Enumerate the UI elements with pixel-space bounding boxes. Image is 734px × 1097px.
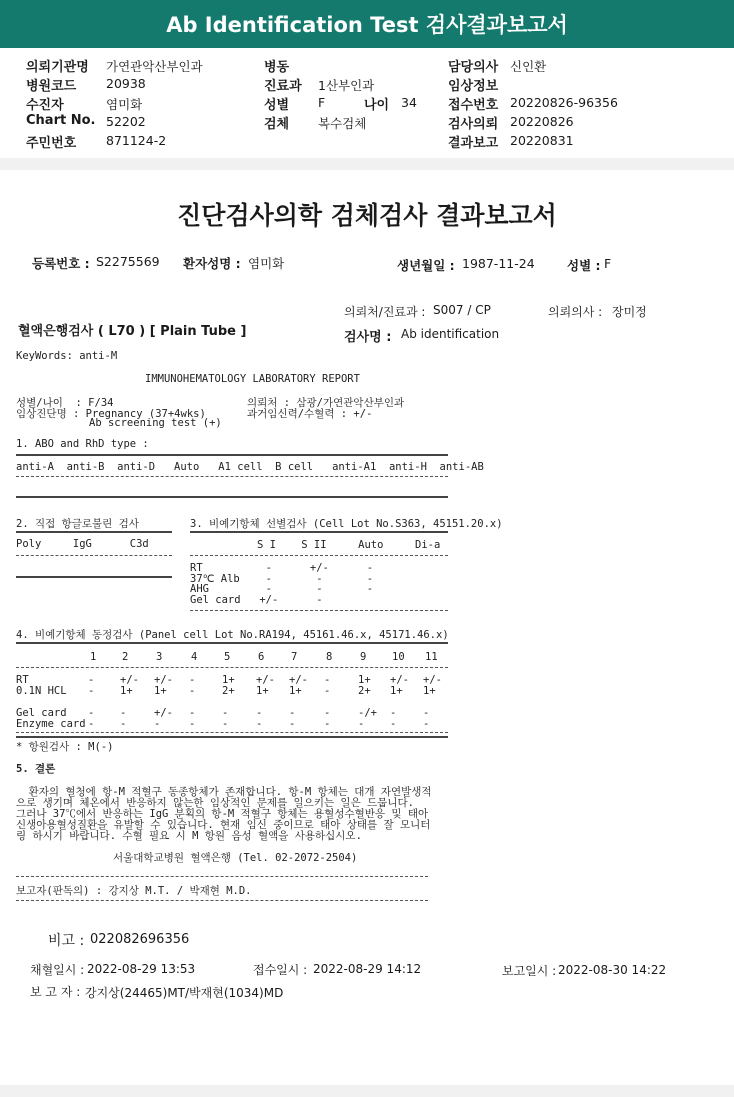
abo-section-title: 1. ABO and RhD type : — [16, 438, 149, 450]
panel-cell: - — [222, 718, 229, 730]
reported-label: 보고일시 : — [502, 964, 557, 978]
screening-line: Ab screening test (+) — [89, 417, 222, 429]
header-field-value: 20220826-96356 — [510, 95, 618, 110]
divider — [16, 876, 428, 877]
screening-row-values: - +/- - — [253, 562, 374, 574]
patient-name-label: 환자성명 : — [183, 256, 241, 271]
header-field-value: 20938 — [106, 76, 146, 91]
panel-cell: - — [289, 707, 296, 719]
screening-row-values: - - - — [253, 583, 374, 595]
panel-cell: - — [390, 707, 397, 719]
header-field-label: 수진자 — [26, 98, 64, 113]
screening-section-title: 3. 비예기항체 선별검사 (Cell Lot No.S363, 45151.20.x) — [190, 518, 503, 530]
panel-cell: - — [88, 685, 95, 697]
header-field-label: 성별 — [264, 98, 290, 113]
divider — [16, 900, 428, 901]
header-field-label: 담당의사 — [448, 60, 499, 75]
keywords: KeyWords: anti-M — [16, 350, 118, 362]
divider — [190, 531, 448, 533]
panel-cell: - — [324, 685, 331, 697]
test-name: 혈액은행검사 ( L70 ) [ Plain Tube ] — [18, 324, 247, 339]
header-field-value: 염미화 — [106, 97, 143, 112]
header-field-value: 신인환 — [510, 59, 547, 74]
registration-value: S2275569 — [96, 254, 160, 269]
request-info-header — [0, 48, 734, 158]
header-field-value: 가연관악산부인과 — [106, 59, 203, 74]
panel-column-header: 3 — [156, 651, 163, 663]
panel-row-label: 0.1N HCL — [16, 685, 67, 697]
panel-cell: 1+ — [120, 685, 133, 697]
referrer-value: S007 / CP — [433, 303, 491, 317]
panel-cell: - — [189, 718, 196, 730]
referrer-line: 의뢰처 : 삼광/가연관악산부인과 — [247, 397, 405, 409]
panel-column-header: 9 — [360, 651, 367, 663]
age-label: 나이 — [364, 98, 390, 113]
panel-cell: - — [88, 718, 95, 730]
panel-cell: 1+ — [289, 685, 302, 697]
header-field-value: 52202 — [106, 114, 146, 129]
antigen-line: * 항원검사 : M(-) — [16, 741, 114, 753]
panel-cell: 1+ — [423, 685, 436, 697]
sex-value: F — [604, 256, 612, 271]
screening-row-label: 37℃ Alb — [190, 572, 240, 585]
sex-age-line: 성별/나이 : F/34 — [16, 397, 114, 409]
panel-cell: - — [324, 707, 331, 719]
panel-section-title: 4. 비예기항체 동정검사 (Panel cell Lot No.RA194, 45161.46.x, 45171.46.x) — [16, 629, 449, 641]
exam-label: 검사명 : — [344, 330, 392, 345]
received-value: 2022-08-29 14:12 — [313, 962, 422, 976]
panel-row-label: RT — [16, 674, 29, 686]
panel-row-label: Enzyme card — [16, 718, 86, 730]
divider — [190, 555, 448, 556]
birthdate-label: 생년월일 : — [397, 258, 455, 273]
header-field-label: 검사의뢰 — [448, 117, 499, 132]
header-field-value: 871124-2 — [106, 133, 167, 148]
panel-cell: - — [358, 718, 365, 730]
header-field-label: 병동 — [264, 60, 290, 75]
document-title: 진단검사의학 검체검사 결과보고서 — [177, 201, 557, 230]
reporter-label: 보 고 자 : — [30, 985, 81, 999]
header-field-value: F — [318, 95, 326, 110]
received-label: 접수일시 : — [253, 963, 308, 977]
conclusion-title: 5. 결론 — [16, 763, 56, 775]
header-field-value: 20220831 — [510, 133, 574, 148]
screening-row-label: AHG — [190, 583, 209, 595]
panel-cell: +/- — [120, 674, 139, 686]
divider — [16, 454, 448, 456]
panel-cell: 1+ — [390, 685, 403, 697]
panel-cell: - — [189, 707, 196, 719]
header-field-label: 접수번호 — [448, 98, 499, 113]
conclusion-line: 그러나 37℃에서 반응하는 IgG 분획의 항-M 적혈구 항체는 용혈성수혈반응 및 태아 — [16, 808, 429, 820]
divider — [16, 476, 448, 477]
divider — [16, 496, 448, 498]
header-field-value: 1산부인과 — [318, 78, 375, 93]
conclusion-line: 으로 생기며 체온에서 반응하지 않는한 임상적인 문제를 일으키는 일은 드뭅니다. — [16, 797, 414, 809]
panel-cell: - — [120, 718, 127, 730]
header-field-value: 20220826 — [510, 114, 574, 129]
divider — [16, 576, 172, 578]
note-label: 비고 : — [48, 933, 85, 949]
conclusion-line: 링 하시기 바랍니다. 수혈 필요 시 M 항원 음성 혈액을 사용하십시오. — [16, 830, 362, 842]
lab-report-title: IMMUNOHEMATOLOGY LABORATORY REPORT — [145, 373, 360, 385]
panel-column-header: 6 — [258, 651, 265, 663]
panel-cell: 2+ — [358, 685, 371, 697]
panel-cell: - — [289, 718, 296, 730]
header-field-label: 병원코드 — [26, 79, 77, 94]
reported-value: 2022-08-30 14:22 — [558, 963, 667, 977]
panel-column-header: 11 — [425, 651, 438, 663]
panel-cell: +/- — [423, 674, 442, 686]
divider — [16, 555, 172, 556]
report-banner: Ab Identification Test 검사결과보고서 — [0, 0, 734, 48]
panel-cell: - — [423, 707, 430, 719]
conclusion-line: 환자의 혈청에 항-M 적혈구 동종항체가 존재합니다. 항-M 항체는 대개 자연발생적 — [16, 786, 432, 798]
reporter-value: 강지상(24465)MT/박재현(1034)MD — [85, 986, 284, 1000]
result-document — [0, 170, 734, 1085]
patient-name-value: 염미화 — [248, 256, 285, 271]
doctor-value: 장미정 — [612, 305, 647, 319]
panel-column-header: 5 — [224, 651, 231, 663]
dat-section-title: 2. 직접 항글로불린 검사 — [16, 518, 139, 530]
panel-cell: 1+ — [154, 685, 167, 697]
header-field-label: 결과보고 — [448, 136, 499, 151]
exam-value: Ab identification — [401, 327, 500, 341]
panel-column-header: 4 — [191, 651, 198, 663]
dat-headers: Poly IgG C3d — [16, 538, 149, 550]
abo-headers: anti-A anti-B anti-D Auto A1 cell B cell anti-A1 anti-H anti-AB — [16, 461, 484, 473]
collected-label: 채혈일시 : — [30, 963, 85, 977]
panel-cell: - — [88, 707, 95, 719]
age-value: 34 — [401, 95, 417, 110]
screening-row-label: RT — [190, 562, 203, 574]
reporter-line: 보고자(판독의) : 강지상 M.T. / 박재현 M.D. — [16, 885, 252, 897]
panel-cell: - — [256, 718, 263, 730]
section-separator — [0, 158, 734, 170]
panel-cell: +/- — [390, 674, 409, 686]
panel-cell: - — [324, 674, 331, 686]
panel-cell: +/- — [256, 674, 275, 686]
header-field-label: 주민번호 — [26, 136, 77, 151]
doctor-label: 의뢰의사 : — [548, 305, 603, 319]
panel-column-header: 1 — [90, 651, 97, 663]
page-bottom-margin — [0, 1085, 734, 1097]
divider — [16, 732, 448, 733]
blood-bank-line: 서울대학교병원 혈액은행 (Tel. 02-2072-2504) — [113, 852, 358, 864]
diagnosis-line: 임상진단명 : Pregnancy (37+4wks) — [16, 408, 206, 420]
history-line: 과거임신력/수혈력 : +/- — [247, 408, 373, 420]
panel-cell: - — [256, 707, 263, 719]
panel-cell: - — [390, 718, 397, 730]
panel-cell: -/+ — [358, 707, 377, 719]
note-value: 022082696356 — [90, 932, 190, 947]
panel-cell: - — [88, 674, 95, 686]
panel-column-header: 10 — [392, 651, 405, 663]
panel-cell: +/- — [154, 707, 173, 719]
screening-headers: S I S II Auto Di-a — [257, 539, 441, 551]
panel-cell: +/- — [289, 674, 308, 686]
header-field-label: Chart No. — [26, 113, 96, 128]
screening-row-label: Gel card — [190, 593, 241, 606]
panel-cell: 1+ — [358, 674, 371, 686]
divider — [16, 531, 172, 533]
panel-cell: - — [189, 674, 196, 686]
referrer-label: 의뢰처/진료과 : — [344, 305, 426, 319]
header-field-label: 의뢰기관명 — [26, 60, 89, 75]
panel-cell: - — [222, 707, 229, 719]
panel-cell: - — [120, 707, 127, 719]
sex-label: 성별 : — [567, 258, 601, 273]
panel-cell: 1+ — [256, 685, 269, 697]
divider — [16, 667, 448, 668]
conclusion-line: 신생아용혈성질환을 유발할 수 있습니다. 현재 임신 중이므로 태아 상태를 잘 모니터 — [16, 819, 431, 831]
birthdate-value: 1987-11-24 — [462, 256, 535, 271]
collected-value: 2022-08-29 13:53 — [87, 962, 196, 976]
panel-cell: - — [324, 718, 331, 730]
screening-row-values: +/- - — [253, 593, 323, 606]
panel-column-header: 2 — [122, 651, 129, 663]
header-field-value: 복수검체 — [318, 116, 367, 131]
panel-column-header: 7 — [291, 651, 298, 663]
panel-cell: +/- — [154, 674, 173, 686]
panel-column-header: 8 — [326, 651, 333, 663]
panel-cell: 2+ — [222, 685, 235, 697]
screening-row-values: - - - — [253, 572, 374, 585]
registration-label: 등록번호 : — [32, 256, 90, 271]
divider — [16, 736, 448, 738]
header-field-label: 진료과 — [264, 79, 302, 94]
panel-cell: - — [189, 685, 196, 697]
header-field-label: 임상정보 — [448, 79, 499, 94]
divider — [190, 610, 448, 611]
panel-cell: - — [154, 718, 161, 730]
panel-row-label: Gel card — [16, 707, 67, 719]
panel-cell: - — [423, 718, 430, 730]
panel-cell: 1+ — [222, 674, 235, 686]
header-field-label: 검체 — [264, 117, 290, 132]
divider — [16, 642, 448, 644]
